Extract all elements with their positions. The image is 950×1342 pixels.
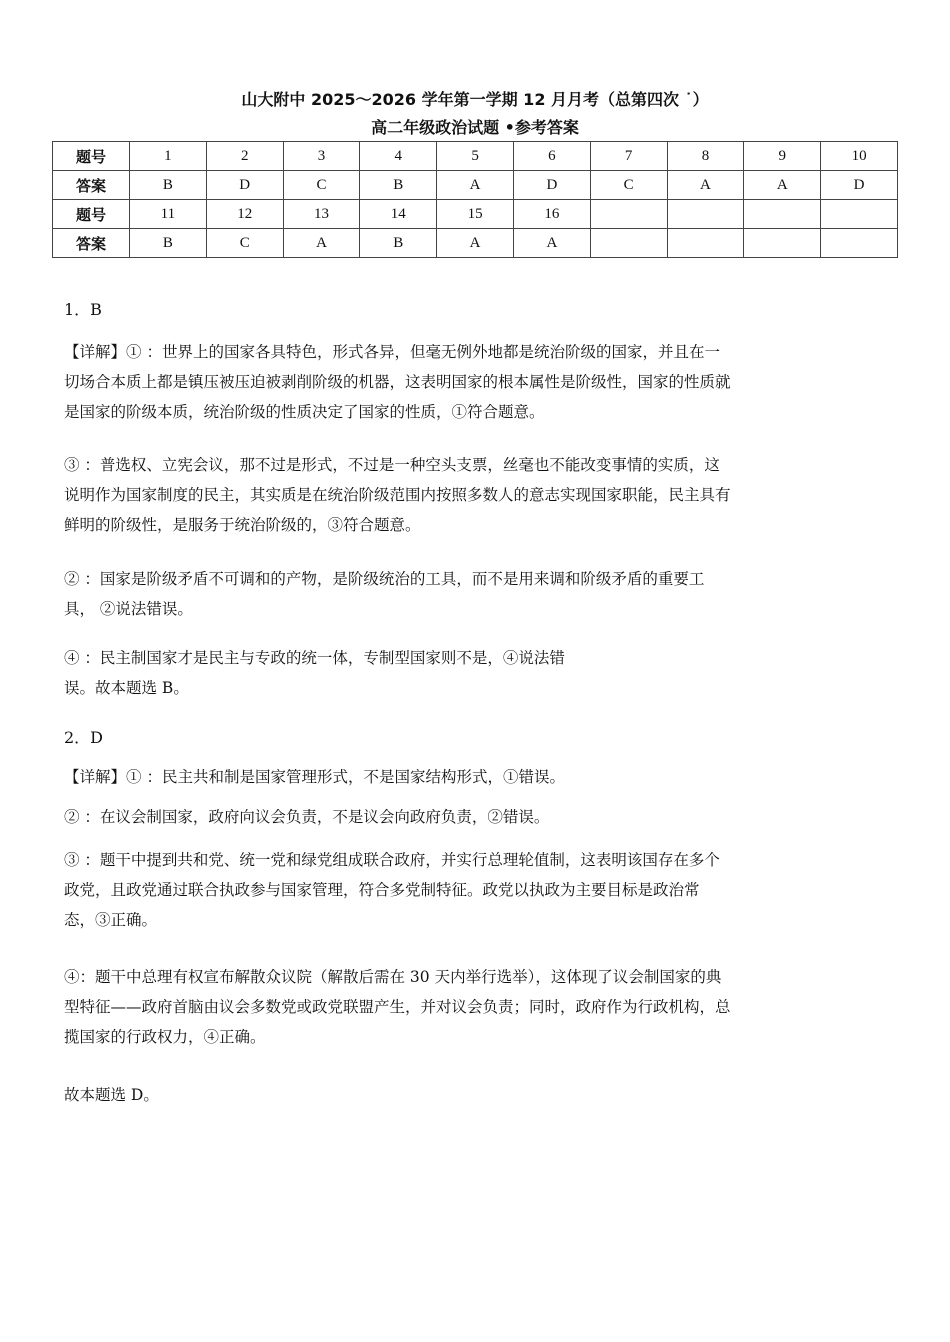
explanation-line: 具， ②说法错误。: [64, 600, 193, 618]
explanation-line: 型特征——政府首脑由议会多数党或政党联盟产生，并对议会负责；同时，政府作为行政机构，总: [64, 998, 731, 1016]
question-number-cell: 3: [283, 142, 360, 171]
question-2-heading: 2．D: [64, 728, 104, 747]
question-number-row: [53, 142, 898, 171]
question-1-explanation-3: [64, 564, 890, 624]
question-number-cell: 10: [821, 142, 898, 171]
question-number-cell: 6: [513, 142, 590, 171]
answer-cell: C: [206, 229, 283, 258]
answer-cell: A: [437, 171, 514, 200]
row-label: 答案: [53, 171, 130, 200]
answer-cell: C: [283, 171, 360, 200]
answer-cell: A: [667, 171, 744, 200]
explanation-line: ③ ：普选权、立宪会议，那不过是形式，不过是一种空头支票，丝毫也不能改变事情的实质，这: [64, 456, 720, 474]
answer-cell: D: [821, 171, 898, 200]
explanation-line: 态，③正确。: [64, 911, 158, 929]
question-number-cell: [744, 200, 821, 229]
question-number-cell: 12: [206, 200, 283, 229]
question-2-conclusion: [64, 1080, 890, 1110]
question-number-cell: [667, 200, 744, 229]
explanation-line: 是国家的阶级本质，统治阶级的性质决定了国家的性质，①符合题意。: [64, 403, 545, 421]
question-2-explanation-3: [64, 845, 890, 935]
question-number-cell: 9: [744, 142, 821, 171]
row-label: 题号: [53, 142, 130, 171]
row-label: 题号: [53, 200, 130, 229]
question-number-cell: 16: [513, 200, 590, 229]
answer-cell: B: [360, 171, 437, 200]
question-number-cell: 15: [437, 200, 514, 229]
question-number-row: [53, 200, 898, 229]
question-number-cell: 13: [283, 200, 360, 229]
explanation-line: ④ ：民主制国家才是民主与专政的统一体，专制型国家则不是，④说法错: [64, 649, 565, 667]
question-number-cell: [821, 200, 898, 229]
question-number-cell: 2: [206, 142, 283, 171]
question-number-cell: 4: [360, 142, 437, 171]
answer-cell: [590, 229, 667, 258]
detail-tag: 【详解】: [64, 768, 127, 786]
explanation-line: 【详解】① ：民主共和制是国家管理形式，不是国家结构形式，①错误。: [64, 768, 565, 786]
question-1-explanation-2: [64, 450, 890, 540]
question-2-explanation-4: [64, 962, 890, 1052]
question-number-cell: 14: [360, 200, 437, 229]
answer-cell: C: [590, 171, 667, 200]
explanation-line: 故本题选 D。: [64, 1086, 159, 1104]
explanation-line: ② ：在议会制国家，政府向议会负责，不是议会向政府负责，②错误。: [64, 808, 550, 826]
question-number-cell: 5: [437, 142, 514, 171]
question-number-cell: [590, 200, 667, 229]
answer-cell: A: [744, 171, 821, 200]
question-number-cell: 1: [130, 142, 207, 171]
answer-cell: [667, 229, 744, 258]
question-2-explanation-2: [64, 802, 890, 832]
explanation-line: ④：题干中总理有权宣布解散众议院（解散后需在 30 天内举行选举），这体现了议会制国家的典: [64, 968, 722, 986]
answer-cell: B: [130, 229, 207, 258]
row-label: 答案: [53, 229, 130, 258]
question-2-explanation-1: [64, 762, 890, 792]
answer-row: [53, 171, 898, 200]
question-number-cell: 7: [590, 142, 667, 171]
question-1-explanation-1: [64, 337, 890, 427]
question-number-cell: 8: [667, 142, 744, 171]
explanation-line: 【详解】① ：世界上的国家各具特色，形式各异，但毫无例外地都是统治阶级的国家，并且在一: [64, 343, 720, 361]
explanation-line: 切场合本质上都是镇压被压迫被剥削阶级的机器，这表明国家的根本属性是阶级性，国家的性质就: [64, 373, 731, 391]
answer-table: [52, 141, 898, 258]
question-1-heading: 1．B: [64, 300, 102, 319]
explanation-line: 说明作为国家制度的民主，其实质是在统治阶级范围内按照多数人的意志实现国家职能，民主具有: [64, 486, 731, 504]
answer-cell: A: [513, 229, 590, 258]
answer-cell: [744, 229, 821, 258]
document-title: 山大附中 2025～2026 学年第一学期 12 月月考（总第四次 ˙）: [241, 90, 709, 109]
explanation-line: ② ：国家是阶级矛盾不可调和的产物，是阶级统治的工具，而不是用来调和阶级矛盾的重要工: [64, 570, 705, 588]
explanation-line: 鲜明的阶级性，是服务于统治阶级的，③符合题意。: [64, 516, 421, 534]
explanation-line: 揽国家的行政权力，④正确。: [64, 1028, 266, 1046]
detail-tag: 【详解】: [64, 343, 127, 361]
explanation-line: 政党，且政党通过联合执政参与国家管理，符合多党制特征。政党以执政为主要目标是政治常: [64, 881, 700, 899]
answer-cell: D: [513, 171, 590, 200]
answer-cell: A: [437, 229, 514, 258]
answer-cell: B: [130, 171, 207, 200]
answer-row: [53, 229, 898, 258]
question-number-cell: 11: [130, 200, 207, 229]
answer-cell: A: [283, 229, 360, 258]
explanation-line: 误。故本题选 B。: [64, 679, 189, 697]
answer-cell: D: [206, 171, 283, 200]
document-subtitle: 高二年级政治试题 •参考答案: [371, 118, 579, 137]
answer-cell: [821, 229, 898, 258]
explanation-line: ③ ：题干中提到共和党、统一党和绿党组成联合政府，并实行总理轮值制，这表明该国存在多个: [64, 851, 720, 869]
question-1-explanation-4: [64, 643, 890, 703]
answer-cell: B: [360, 229, 437, 258]
